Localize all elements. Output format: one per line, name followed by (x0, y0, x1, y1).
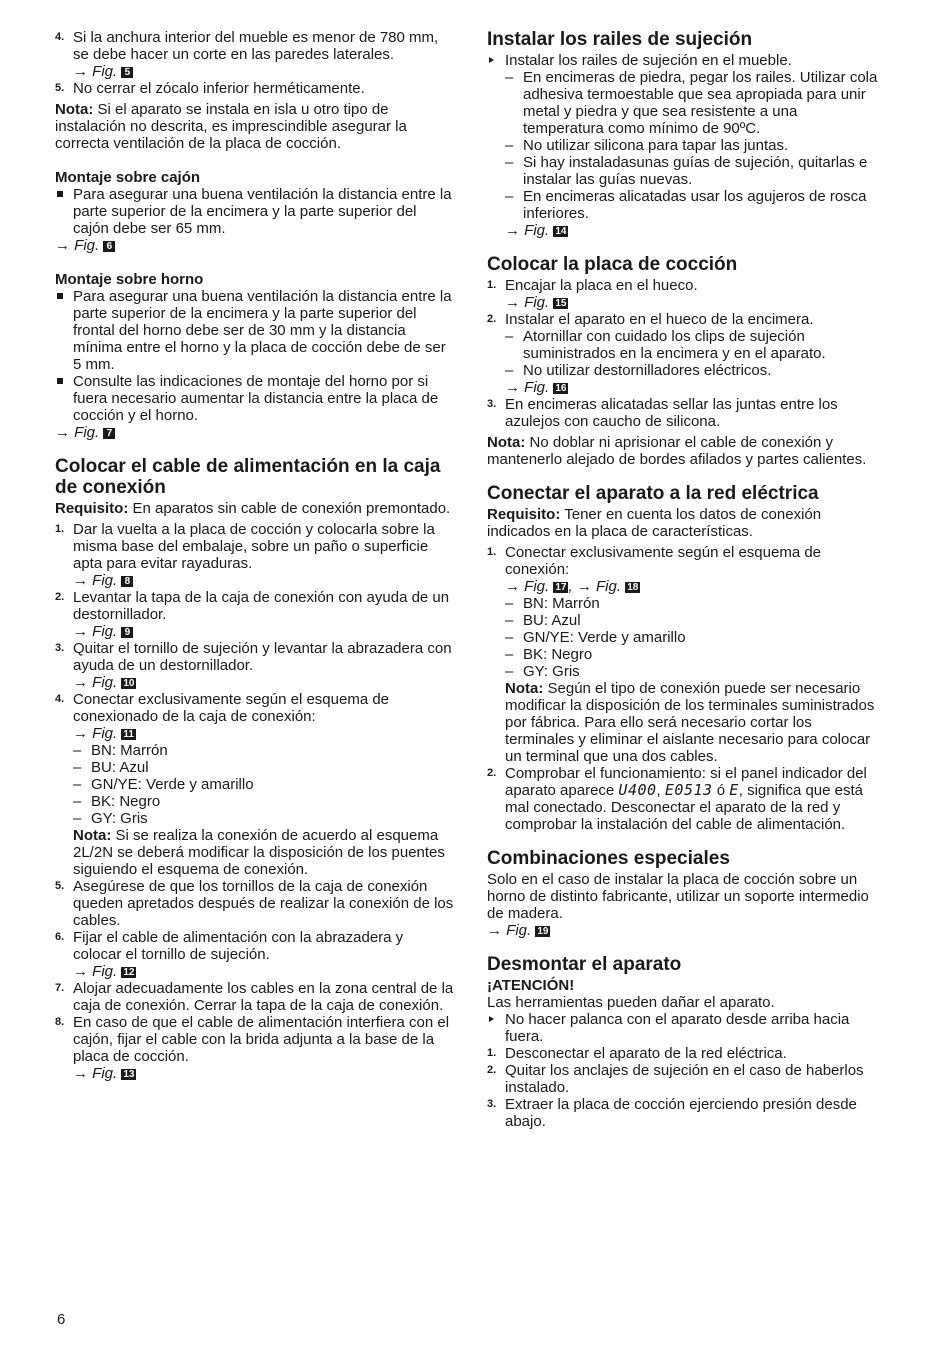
note: Nota: Según el tipo de conexión puede ser necesario modificar la disposición de los terminales suministrados por fábrica. Para ello será necesario cortar los terminales y eliminar el aislante necesario para colocar un terminal que una dos cables. (505, 680, 875, 765)
subsection-title: Montaje sobre cajón (55, 169, 201, 186)
wire-item: – BK: Negro (505, 646, 593, 663)
figure-ref: → Fig. 15 (505, 294, 567, 311)
note: Nota: Si se realiza la conexión de acuerdo al esquema 2L/2N se deberá modificar la disposición de los puentes siguiendo el esquema de conexión. (73, 827, 445, 878)
step-6: 6. Fijar el cable de alimentación con la abrazadera y colocar el tornillo de sujeción. → Fig. 12 (55, 929, 455, 980)
note: Nota: Si el aparato se instala en isla u otro tipo de instalación no descrita, es imprescindible asegurar la correcta ventilación de la placa de cocción. (55, 101, 407, 152)
figure-number: 8 (121, 576, 133, 587)
step-number: 5. (55, 880, 65, 892)
step-number: 1. (487, 546, 497, 558)
note-label: Nota: (73, 827, 112, 844)
triangle-icon (489, 1016, 494, 1022)
step-text: No cerrar el zócalo inferior herméticamente. (73, 80, 365, 97)
figure-ref: → Fig. 8 (73, 572, 455, 589)
section-title: Colocar el cable de alimentación en la caja de conexión (55, 456, 441, 498)
step-5: 5. Asegúrese de que los tornillos de la caja de conexión queden apretados después de realizar la conexión de los cables. (55, 878, 454, 929)
figure-ref: → Fig. 17 , → Fig. 18 (505, 578, 639, 595)
step-2: 2. Quitar los anclajes de sujeción en el caso de haberlos instalado. (487, 1062, 864, 1096)
wire-item: – BU: Azul (73, 759, 149, 776)
step-text: Si la anchura interior del mueble es menor de 780 mm, se debe hacer un corte en las paredes laterales. (73, 29, 439, 63)
note-label: Nota: (505, 680, 544, 697)
step-number: 1. (487, 279, 497, 291)
figure-number: 11 (123, 729, 134, 740)
wire-item: – GY: Gris (505, 663, 580, 680)
wire-item: – BU: Azul (505, 612, 581, 629)
paragraph: Solo en el caso de instalar la placa de cocción sobre un horno de distinto fabricante, utilizar un soporte intermedio de madera. (487, 871, 869, 922)
figure-ref: → Fig. 10 (73, 674, 135, 691)
step-8: 8. En caso de que el cable de alimentación interfiera con el cajón, fijar el cable con la brida adjunta a la base de la placa de cocción. → Fig. 13 (55, 1014, 455, 1082)
section-title: Conectar el aparato a la red eléctrica (487, 483, 819, 504)
figure-number: 18 (627, 582, 639, 593)
step-number: 2. (487, 767, 497, 779)
section-title: Desmontar el aparato (487, 954, 682, 975)
step-2: 2. Instalar el aparato en el hueco de la encimera. – Atornillar con cuidado los clips de sujeción suministrados en la encimera y en el aparato. – No utilizar destornilladores eléctricos. → Fig. 16 (487, 311, 882, 396)
figure-ref: → Fig. 6 (55, 237, 455, 254)
right-column (487, 29, 882, 1130)
step-number: 2. (487, 1064, 497, 1076)
note-label: Nota: (55, 101, 94, 118)
step-number: 2. (487, 313, 497, 325)
wire-item: – BK: Negro (73, 793, 161, 810)
step-4 (55, 29, 455, 80)
section-title: Instalar los railes de sujeción (487, 29, 753, 50)
requirement-label: Requisito: (487, 506, 561, 523)
step-4: 4. Conectar exclusivamente según el esquema de conexionado de la caja de conexión: → Fig. 11 – BN: Marrón – BU: Azul – GN/YE: Verde y amarillo – BK: Negro – GY: Gris Nota: Si se realiza la conexión de acuerdo al esquema 2L/2N se deberá modificar la disposición de los puentes siguiendo el esquema de conexión. (55, 691, 455, 878)
dash-item: – Si hay instaladasunas guías de sujeción, quitarlas e instalar las guías nuevas. (505, 154, 868, 188)
dash-item: – No utilizar destornilladores eléctricos. (505, 362, 772, 379)
triangle-icon (489, 57, 494, 63)
dash-item: – En encimeras alicatadas usar los agujeros de rosca inferiores. (505, 188, 867, 222)
step-2: 2. Comprobar el funcionamiento: si el panel indicador del aparato aparece U400, E0513 ó E, significa que está mal conectado. Desconectar el aparato de la red y comprobar la instalación del cable de alimentación. (487, 765, 867, 833)
figure-number: 5 (121, 67, 133, 78)
figure-number: 19 (537, 926, 549, 937)
display-code: E (729, 781, 739, 799)
step-number: 5. (55, 82, 65, 94)
figure-number: 6 (103, 241, 115, 252)
step-number: 3. (55, 642, 65, 654)
figure-number: 16 (555, 383, 567, 394)
step-7: 7. Alojar adecuadamente los cables en la zona central de la caja de conexión. Cerrar la tapa de la caja de conexión. (55, 980, 454, 1014)
requirement: Requisito: En aparatos sin cable de conexión premontado. (55, 500, 451, 517)
warning-label: ¡ATENCIÓN! (487, 977, 575, 994)
section-title: Colocar la placa de cocción (487, 254, 738, 275)
figure-ref: → Fig. 14 (505, 222, 567, 239)
figure-number: 7 (103, 428, 115, 439)
step-number: 8. (55, 1016, 65, 1028)
step-number: 7. (55, 982, 65, 994)
figure-ref: → Fig. 7 (55, 424, 455, 441)
figure-number: 12 (123, 967, 135, 978)
step-1: 1. Desconectar el aparato de la red eléctrica. (487, 1045, 787, 1062)
step-number: 4. (55, 31, 65, 43)
section-title: Combinaciones especiales (487, 848, 730, 869)
subsection-title: Montaje sobre horno (55, 271, 204, 288)
step-number: 2. (55, 591, 65, 603)
bullet-item: Para asegurar una buena ventilación la distancia entre la parte superior de la encimera y la parte superior del cajón debe ser 65 mm. (55, 186, 455, 237)
step-2: 2. Levantar la tapa de la caja de conexión con ayuda de un destornillador. → Fig. 9 (55, 589, 455, 640)
figure-number: 13 (123, 1069, 135, 1080)
requirement-label: Requisito: (55, 500, 129, 517)
wire-item: – GN/YE: Verde y amarillo (505, 629, 686, 646)
page-number: 6 (57, 1311, 66, 1328)
bullet-item: Consulte las indicaciones de montaje del horno por si fuera necesario aumentar la distancia entre la placa de cocción y el horno. (55, 373, 455, 424)
step-3: 3. Extraer la placa de cocción ejerciendo presión desde abajo. (487, 1096, 857, 1130)
step-5 (55, 80, 455, 97)
display-code: E0513 (664, 781, 713, 799)
note: Nota: No doblar ni aprisionar el cable de conexión y mantenerlo alejado de bordes afilados y partes calientes. (487, 434, 867, 468)
display-code: U400 (618, 781, 657, 799)
figure-ref: → Fig. 9 (73, 623, 455, 640)
figure-ref: → Fig. 16 (505, 379, 567, 396)
figure-number: 15 (555, 298, 567, 309)
figure-ref: → Fig. 12 (73, 963, 135, 980)
figure-ref: → Fig. 5 (73, 63, 455, 80)
wire-item: – GN/YE: Verde y amarillo (73, 776, 254, 793)
step-number: 1. (487, 1047, 497, 1059)
dash-item: – Atornillar con cuidado los clips de sujeción suministrados en la encimera y en el aparato. (505, 328, 826, 362)
figure-number: 17 (555, 582, 567, 593)
dash-item: – En encimeras de piedra, pegar los railes. Utilizar cola adhesiva termoestable que sea apropiada para unir metal y piedra y que sea resistente a una temperatura como mínimo de 90ºC. (505, 69, 878, 137)
step-number: 1. (55, 523, 65, 535)
bullet-item: Para asegurar una buena ventilación la distancia entre la parte superior de la encimera y la parte superior del frontal del horno debe ser de 30 mm y la distancia mínima entre el horno y la placa de cocción debe de ser 5 mm. (55, 288, 455, 373)
instruction-item: No hacer palanca con el aparato desde arriba hacia fuera. (487, 1011, 882, 1045)
figure-number: 10 (123, 678, 135, 689)
figure-ref: → Fig. 13 (73, 1065, 135, 1082)
step-number: 3. (487, 398, 497, 410)
step-number: 6. (55, 931, 65, 943)
step-3: 3. En encimeras alicatadas sellar las juntas entre los azulejos con caucho de silicona. (487, 396, 838, 430)
requirement: Requisito: Tener en cuenta los datos de conexión indicados en la placa de características. (487, 506, 822, 540)
figure-number: 14 (555, 226, 567, 237)
instruction-item: Instalar los railes de sujeción en el mueble. (487, 52, 882, 69)
left-column (55, 29, 455, 1082)
step-number: 4. (55, 693, 65, 705)
step-3: 3. Quitar el tornillo de sujeción y levantar la abrazadera con ayuda de un destornillador. → Fig. 10 (55, 640, 455, 691)
figure-ref: → Fig. 11 (73, 725, 134, 742)
wire-item: – GY: Gris (73, 810, 148, 827)
figure-ref: → Fig. 19 (487, 922, 549, 939)
wire-item: – BN: Marrón (73, 742, 168, 759)
dash-item: – No utilizar silicona para tapar las juntas. (505, 137, 789, 154)
step-1: 1. Encajar la placa en el hueco. → Fig. 15 (487, 277, 882, 311)
warning-text: Las herramientas pueden dañar el aparato. (487, 994, 775, 1011)
note-label: Nota: (487, 434, 526, 451)
figure-number: 9 (121, 627, 133, 638)
step-number: 3. (487, 1098, 497, 1110)
step-1: 1. Conectar exclusivamente según el esquema de conexión: → Fig. 17 , → Fig. 18 – BN: Marrón – BU: Azul – GN/YE: Verde y amarillo – BK: Negro – GY: Gris Nota: Según el tipo de conexión puede ser necesario modificar la disposición de los terminales suministrados por fábrica. Para ello será necesario cortar los terminales y eliminar el aislante necesario para colocar un terminal que una dos cables. (487, 544, 882, 765)
wire-item: – BN: Marrón (505, 595, 600, 612)
step-1: 1. Dar la vuelta a la placa de cocción y colocarla sobre la misma base del embalaje, sobre un paño o superficie apta para evitar rayaduras. → Fig. 8 (55, 521, 455, 589)
